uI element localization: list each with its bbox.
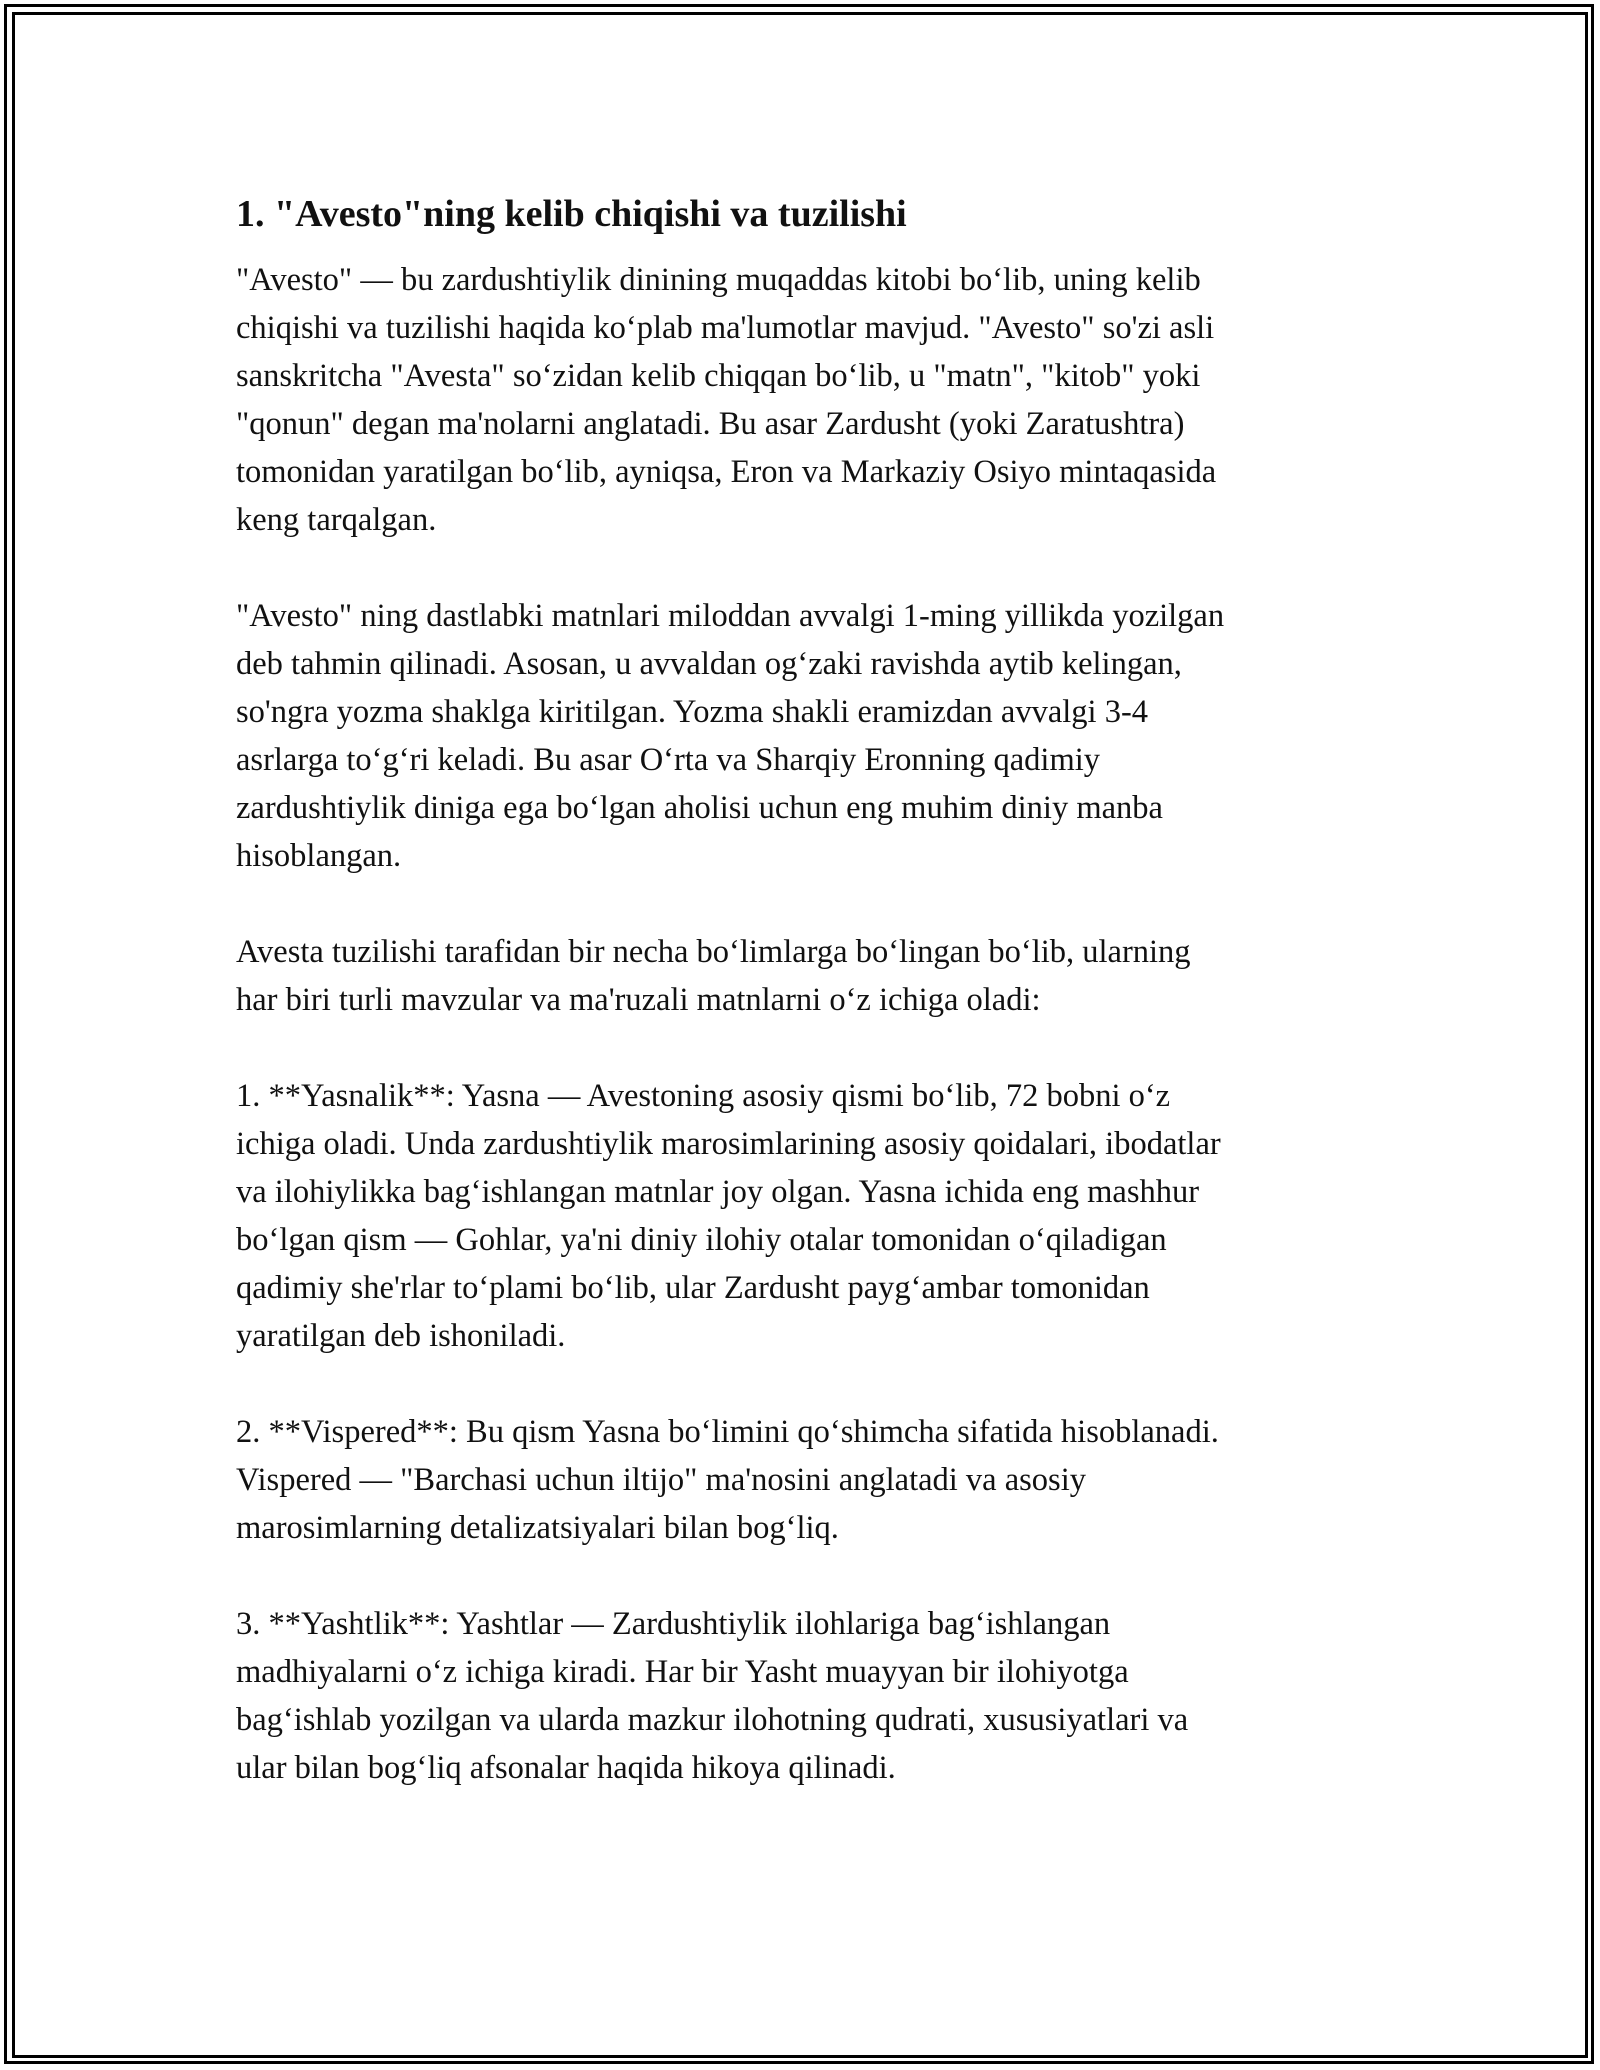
list-item-vispered: 2. **Vispered**: Bu qism Yasna bo‘limini qo‘shimcha sifatida hisoblanadi. Vispered — "Barchasi uchun iltijo" ma'nosini anglatadi va asosiy marosimlarning detalizatsiyalari bilan bog‘liq. bbox=[236, 1414, 1219, 1546]
paragraph-origin: "Avesto" ning dastlabki matnlari miloddan avvalgi 1-ming yillikda yozilgan deb tahmin qilinadi. Asosan, u avvaldan og‘zaki ravishda aytib kelingan, so'ngra yozma shaklga kiritilgan. Yozma shakli eramizdan avvalgi 3-4 asrlarga to‘g‘ri keladi. Bu asar O‘rta va Sharqiy Eronning qadimiy zardushtiylik diniga ega bo‘lgan aholisi uchun eng muhim diniy manba hisoblangan. bbox=[236, 598, 1225, 874]
paragraph-structure: Avesta tuzilishi tarafidan bir necha bo‘limlarga bo‘lingan bo‘lib, ularning har biri turli mavzular va ma'ruzali matnlarni o‘z ichiga oladi: bbox=[236, 934, 1191, 1018]
section-heading: 1. "Avesto"ning kelib chiqishi va tuzilishi bbox=[236, 193, 907, 235]
list-item-yasht: 3. **Yashtlik**: Yashtlar — Zardushtiylik ilohlariga bag‘ishlangan madhiyalarni o‘z ichiga kiradi. Har bir Yasht muayyan bir ilohiyotga bag‘ishlab yozilgan va ularda mazkur ilohotning qudrati, xususiyatlari va ular bilan bog‘liq afsonalar haqida hikoya qilinadi. bbox=[236, 1606, 1189, 1786]
paragraph-intro: "Avesto" — bu zardushtiylik dinining muqaddas kitobi bo‘lib, uning kelib chiqishi va tuzilishi haqida ko‘plab ma'lumotlar mavjud. "Avesto" so'zi asli sanskritcha "Avesta" so‘zidan kelib chiqqan bo‘lib, u "matn", "kitob" yoki "qonun" degan ma'nolarni anglatadi. Bu asar Zardusht (yoki Zaratushtra) tomonidan yaratilgan bo‘lib, ayniqsa, Eron va Markaziy Osiyo mintaqasida keng tarqalgan. bbox=[236, 262, 1217, 538]
list-item-yasna: 1. **Yasnalik**: Yasna — Avestoning asosiy qismi bo‘lib, 72 bobni o‘z ichiga oladi. Unda zardushtiylik marosimlarining asosiy qoidalari, ibodatlar va ilohiylikka bag‘ishlangan matnlar joy olgan. Yasna ichida eng mashhur bo‘lgan qism — Gohlar, ya'ni diniy ilohiy otalar tomonidan o‘qiladigan qadimiy she'rlar to‘plami bo‘lib, ular Zardusht payg‘ambar tomonidan yaratilgan deb ishoniladi. bbox=[236, 1078, 1221, 1354]
document-body bbox=[236, 188, 1366, 1792]
